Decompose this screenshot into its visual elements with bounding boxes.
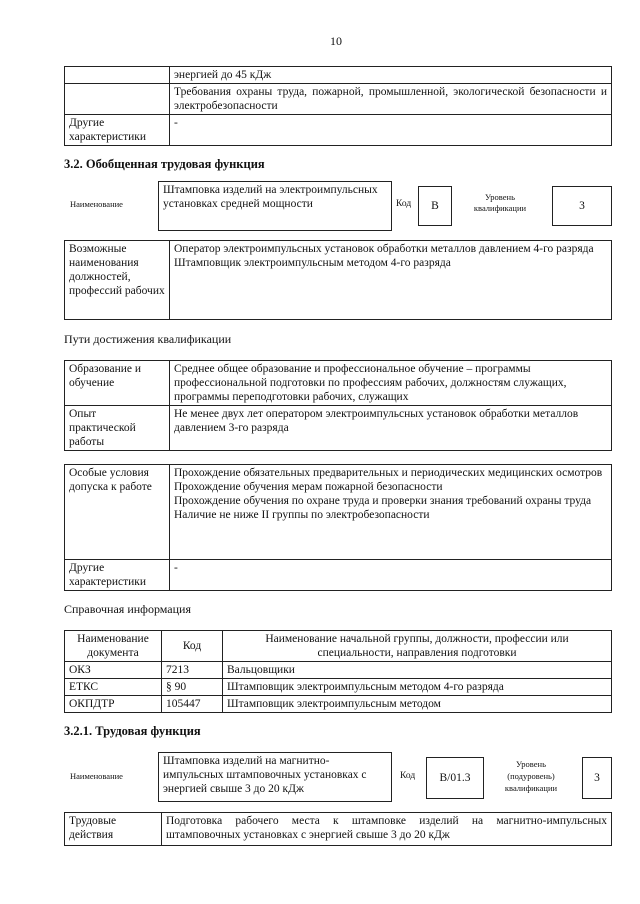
top-table xyxy=(64,66,612,146)
ref-cell-doc: ОКЗ xyxy=(65,662,162,679)
gtf-name-label: Наименование xyxy=(70,199,123,209)
special-other-value: - xyxy=(170,560,612,591)
page-number: 10 xyxy=(330,34,342,48)
education-label: Образование и обучение xyxy=(65,361,170,406)
special-item: Прохождение обучения мерам пожарной безопасности xyxy=(174,481,443,493)
positions-list xyxy=(170,241,612,320)
education-value: Среднее общее образование и профессиональное обучение – программы профессиональной подготовки по профессиям рабочих, должностям служащих, программы переподготовки рабочих, служащих xyxy=(170,361,612,406)
ref-header-doc: Наименование документа xyxy=(65,631,162,662)
education-table xyxy=(64,360,612,451)
tf-name-value: Штамповка изделий на магнитно-импульсных штамповочных установках с энергией свыше 3 до 20 кДж xyxy=(158,752,392,802)
special-other-label: Другие характеристики xyxy=(65,560,170,591)
special-label: Особые условия допуска к работе xyxy=(65,465,170,560)
gtf-level-value: 3 xyxy=(552,186,612,226)
experience-label: Опыт практической работы xyxy=(65,406,170,451)
tf-code-value: B/01.3 xyxy=(426,757,484,799)
ref-header-name: Наименование начальной группы, должности, профессии или специальности, направления подготовки xyxy=(223,631,612,662)
special-table xyxy=(64,464,612,591)
table-row xyxy=(65,662,612,679)
special-list xyxy=(170,465,612,560)
top-row2-text: Требования охраны труда, пожарной, промышленной, экологической безопасности и электробезопасности xyxy=(170,84,612,115)
reference-table xyxy=(64,630,612,713)
section-3-2-heading: 3.2. Обобщенная трудовая функция xyxy=(64,157,265,171)
paths-heading: Пути достижения квалификации xyxy=(64,332,232,346)
table-row xyxy=(65,696,612,713)
ref-header-code: Код xyxy=(162,631,223,662)
ref-cell-doc: ЕТКС xyxy=(65,679,162,696)
gtf-code-value: B xyxy=(418,186,452,226)
table-row xyxy=(65,679,612,696)
position-item: Штамповщик электроимпульсным методом 4-го разряда xyxy=(174,257,451,269)
ref-cell-name: Вальцовщики xyxy=(223,662,612,679)
gtf-level-label: Уровень квалификации xyxy=(473,192,527,213)
tf-name-label: Наименование xyxy=(70,771,123,781)
special-item: Наличие не ниже II группы по электробезопасности xyxy=(174,509,430,521)
tf-code-label: Код xyxy=(400,771,416,781)
ref-cell-code: 105447 xyxy=(162,696,223,713)
positions-table xyxy=(64,240,612,320)
labor-actions-label: Трудовые действия xyxy=(65,813,162,846)
top-row3-value: - xyxy=(170,115,612,146)
positions-label: Возможные наименования должностей, профессий рабочих xyxy=(65,241,170,320)
top-row1-text: энергией до 45 кДж xyxy=(170,67,612,84)
gtf-name-value: Штамповка изделий на электроимпульсных установках средней мощности xyxy=(158,181,392,231)
tf-level-label: Уровень (подуровень) квалификации xyxy=(504,759,558,793)
gtf-code-label: Код xyxy=(396,199,412,209)
ref-cell-code: § 90 xyxy=(162,679,223,696)
special-item: Прохождение обязательных предварительных и периодических медицинских осмотров xyxy=(174,467,603,479)
ref-cell-code: 7213 xyxy=(162,662,223,679)
position-item: Оператор электроимпульсных установок обработки металлов давлением 4-го разряда xyxy=(174,243,594,255)
ref-cell-doc: ОКПДТР xyxy=(65,696,162,713)
labor-actions-table xyxy=(64,812,612,846)
reference-heading: Справочная информация xyxy=(64,602,191,616)
special-item: Прохождение обучения по охране труда и проверки знания требований охраны труда xyxy=(174,495,592,507)
ref-cell-name: Штамповщик электроимпульсным методом xyxy=(223,696,612,713)
labor-actions-value: Подготовка рабочего места к штамповке изделий на магнитно-импульсных штамповочных установках с энергией свыше 3 до 20 кДж xyxy=(162,813,612,846)
top-row3-label: Другие характеристики xyxy=(65,115,170,146)
ref-cell-name: Штамповщик электроимпульсным методом 4-го разряда xyxy=(223,679,612,696)
experience-value: Не менее двух лет оператором электроимпульсных установок обработки металлов давлением 3-го разряда xyxy=(170,406,612,451)
section-3-2-1-heading: 3.2.1. Трудовая функция xyxy=(64,724,201,738)
tf-level-value: 3 xyxy=(582,757,612,799)
